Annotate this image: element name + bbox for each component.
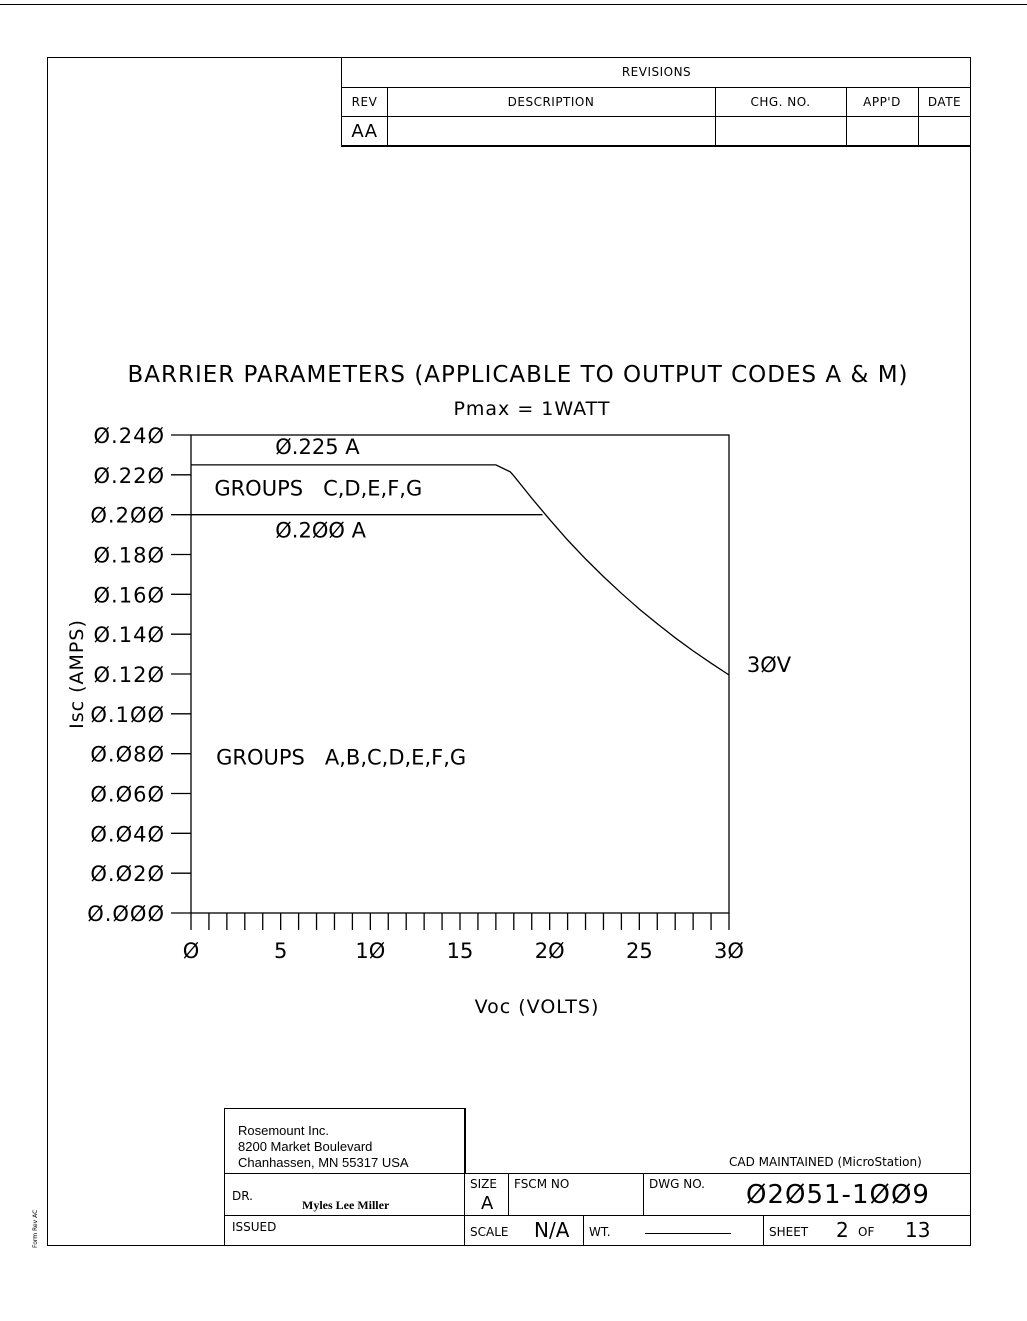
chart-title: BARRIER PARAMETERS (APPLICABLE TO OUTPUT CODES A & M) [127,362,909,388]
company-name: Rosemount Inc. [238,1123,330,1138]
chart-annotation: 3ØV [746,653,792,678]
revisions-title: REVISIONS [621,65,692,79]
chart-annotation: Ø.225 A [275,434,360,459]
cad-maintained-note: CAD MAINTAINED (MicroStation) [729,1155,922,1169]
appd-header: APP'D [863,95,901,109]
date-header: DATE [927,95,962,109]
sheet-total: 13 [905,1218,931,1242]
x-axis-label: Voc (VOLTS) [474,996,600,1018]
weight-label: WT. [589,1225,611,1239]
x-tick-label: Ø [182,939,200,963]
y-tick-label: Ø.Ø6Ø [90,782,165,807]
weight-blank-line [645,1233,731,1234]
size-value: A [481,1193,494,1214]
fscm-label: FSCM NO [514,1177,570,1191]
description-header: DESCRIPTION [507,95,595,109]
x-tick-label: 15 [446,939,474,963]
company-city: Chanhassen, MN 55317 USA [238,1155,409,1170]
y-tick-label: Ø.1ØØ [90,702,165,727]
issued-label: ISSUED [232,1220,277,1234]
y-tick-label: Ø.Ø2Ø [90,862,165,887]
x-tick-label: 5 [273,939,288,963]
rev-header: REV [351,95,378,109]
y-tick-label: Ø.ØØØ [87,902,165,926]
y-axis-label: Isc (AMPS) [66,619,88,729]
size-label: SIZE [470,1177,497,1191]
plot-area-frame [191,435,729,913]
of-label: OF [858,1225,875,1239]
dwg-no-label: DWG NO. [649,1177,705,1191]
sheet-label: SHEET [769,1225,809,1239]
x-tick-label: 1Ø [355,939,386,963]
y-tick-label: Ø.12Ø [93,663,165,687]
y-tick-label: Ø.16Ø [93,583,165,608]
x-tick-label: 3Ø [714,939,744,963]
chart-annotation: GROUPS C,D,E,F,G [214,476,423,501]
scale-label: SCALE [470,1225,509,1239]
drawn-by-signature: Myles Lee Miller [302,1198,390,1212]
y-tick-label: Ø.Ø8Ø [90,742,165,767]
sheet-number: 2 [836,1218,849,1242]
drawn-by-label: DR. [232,1189,253,1203]
x-tick-label: 2Ø [534,939,565,963]
y-tick-label: Ø.14Ø [93,623,165,648]
y-tick-label: Ø.Ø4Ø [90,822,165,847]
y-tick-label: Ø.22Ø [93,463,165,488]
company-street: 8200 Market Boulevard [238,1139,373,1154]
drawing-number: Ø2Ø51-1ØØ9 [746,1180,930,1210]
x-tick-label: 25 [625,939,653,963]
y-tick-label: Ø.18Ø [93,543,165,568]
chart-subtitle: Pmax = 1WATT [453,398,611,420]
y-tick-label: Ø.24Ø [93,424,165,448]
y-tick-label: Ø.2ØØ [90,503,165,528]
chg-no-header: CHG. NO. [750,95,811,109]
chart-annotation: Ø.2ØØ A [275,518,366,543]
rev-value: AA [351,120,378,142]
form-rev-label: Form Rev AC [32,1209,39,1248]
chart-annotation: GROUPS A,B,C,D,E,F,G [216,745,467,770]
scale-value: N/A [534,1218,570,1242]
